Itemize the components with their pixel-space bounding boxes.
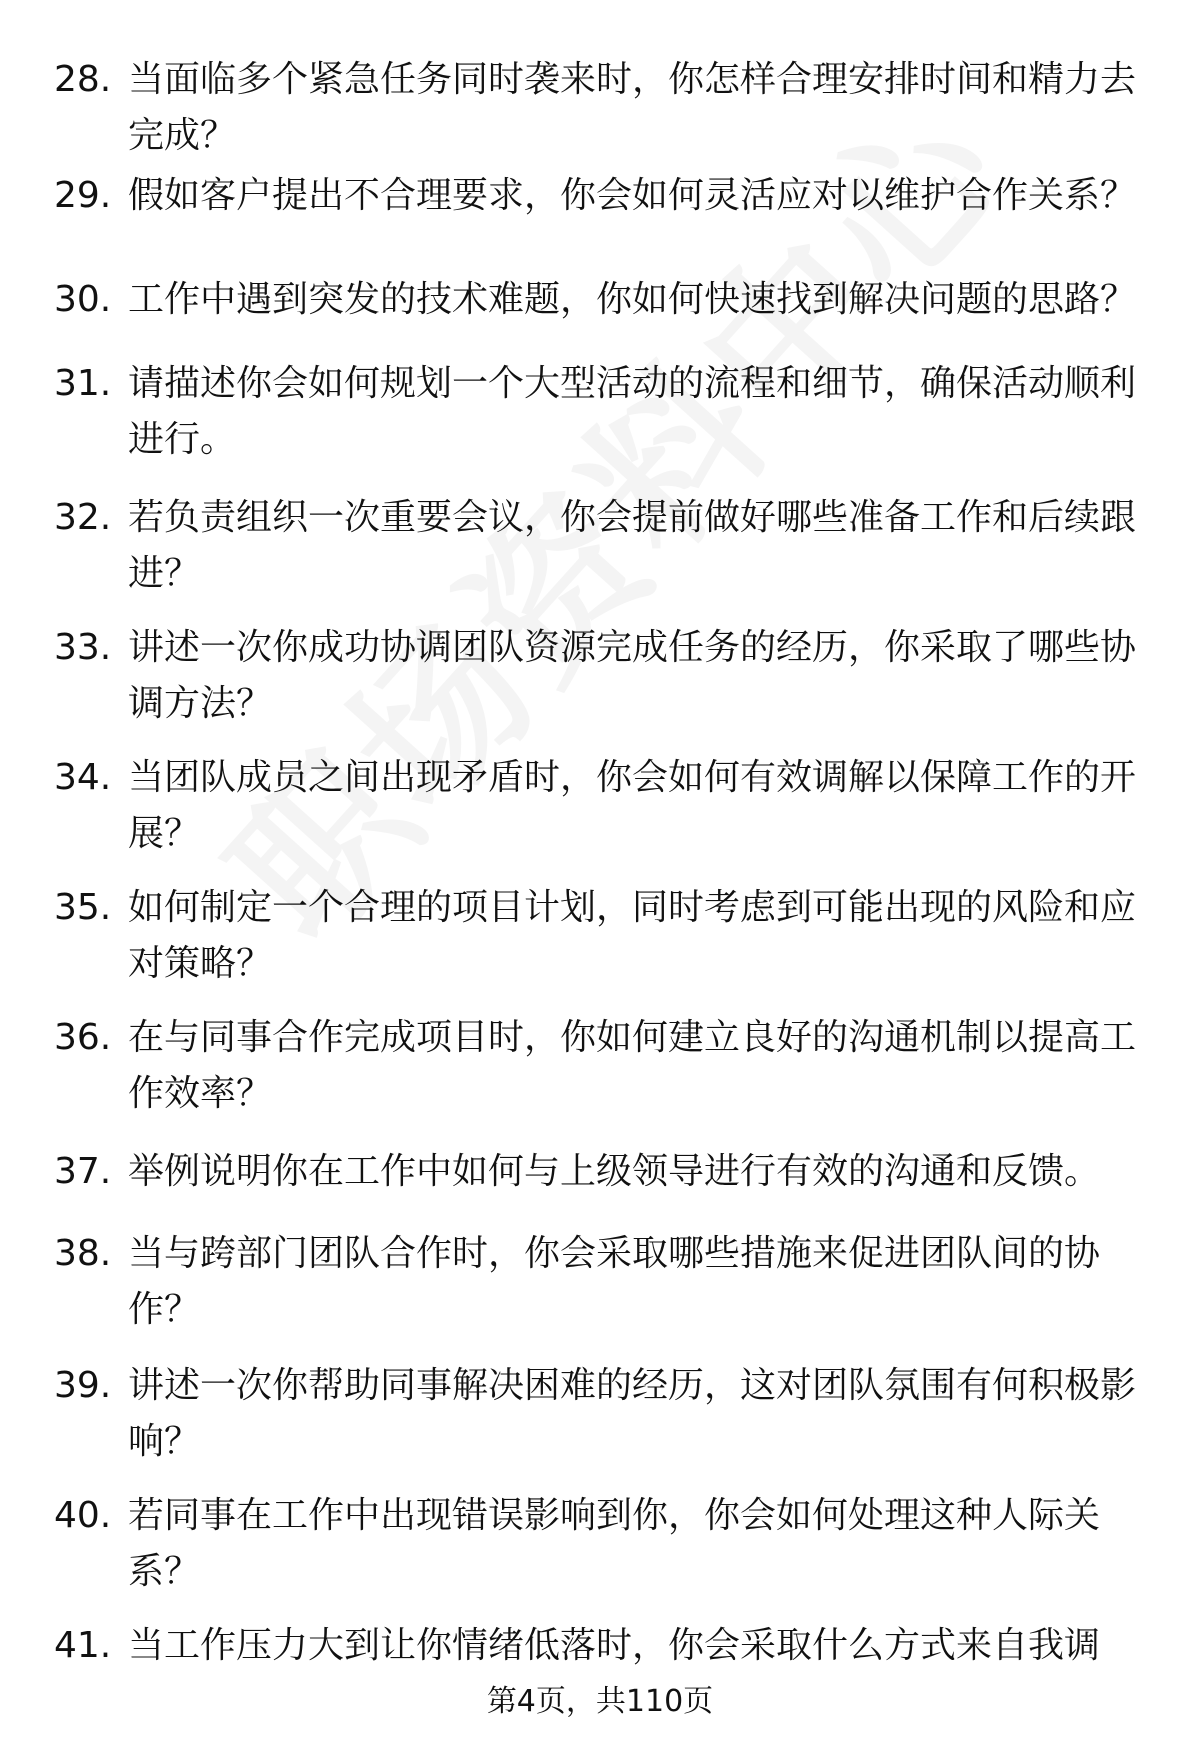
question-number: 33. — [54, 627, 112, 668]
question-text: 讲述一次你帮助同事解决困难的经历，这对团队氛围有何积极影响？ — [128, 1365, 1137, 1462]
question-number: 34. — [54, 757, 112, 798]
question-text: 当与跨部门团队合作时，你会采取哪些措施来促进团队间的协作？ — [128, 1233, 1101, 1330]
question-text: 工作中遇到突发的技术难题，你如何快速找到解决问题的思路？ — [128, 279, 1137, 320]
question-number: 32. — [54, 497, 112, 538]
question-number: 40. — [54, 1495, 112, 1536]
question-number: 35. — [54, 887, 112, 928]
question-text: 若负责组织一次重要会议，你会提前做好哪些准备工作和后续跟进？ — [128, 497, 1137, 594]
question-text: 举例说明你在工作中如何与上级领导进行有效的沟通和反馈。 — [128, 1151, 1101, 1192]
question-text: 请描述你会如何规划一个大型活动的流程和细节，确保活动顺利进行。 — [128, 363, 1137, 460]
question-number: 39. — [54, 1365, 112, 1406]
question-number: 29. — [54, 175, 112, 216]
question-number: 36. — [54, 1017, 112, 1058]
question-number: 37. — [54, 1151, 112, 1192]
question-text: 若同事在工作中出现错误影响到你，你会如何处理这种人际关系？ — [128, 1495, 1101, 1592]
question-text: 当团队成员之间出现矛盾时，你会如何有效调解以保障工作的开展？ — [128, 757, 1137, 854]
question-text: 假如客户提出不合理要求，你会如何灵活应对以维护合作关系？ — [128, 175, 1137, 216]
question-number: 38. — [54, 1233, 112, 1274]
question-text: 当工作压力大到让你情绪低落时，你会采取什么方式来自我调 — [128, 1625, 1101, 1666]
question-number: 41. — [54, 1625, 112, 1666]
question-number: 31. — [54, 363, 112, 404]
question-number: 30. — [54, 279, 112, 320]
question-text: 讲述一次你成功协调团队资源完成任务的经历，你采取了哪些协调方法？ — [128, 627, 1137, 724]
question-text: 当面临多个紧急任务同时袭来时，你怎样合理安排时间和精力去完成？ — [128, 59, 1137, 156]
question-number: 28. — [54, 59, 112, 100]
page-footer: 第4页，共110页 — [486, 1684, 714, 1719]
question-text: 在与同事合作完成项目时，你如何建立良好的沟通机制以提高工作效率？ — [128, 1017, 1137, 1114]
question-text: 如何制定一个合理的项目计划，同时考虑到可能出现的风险和应对策略？ — [128, 887, 1137, 984]
